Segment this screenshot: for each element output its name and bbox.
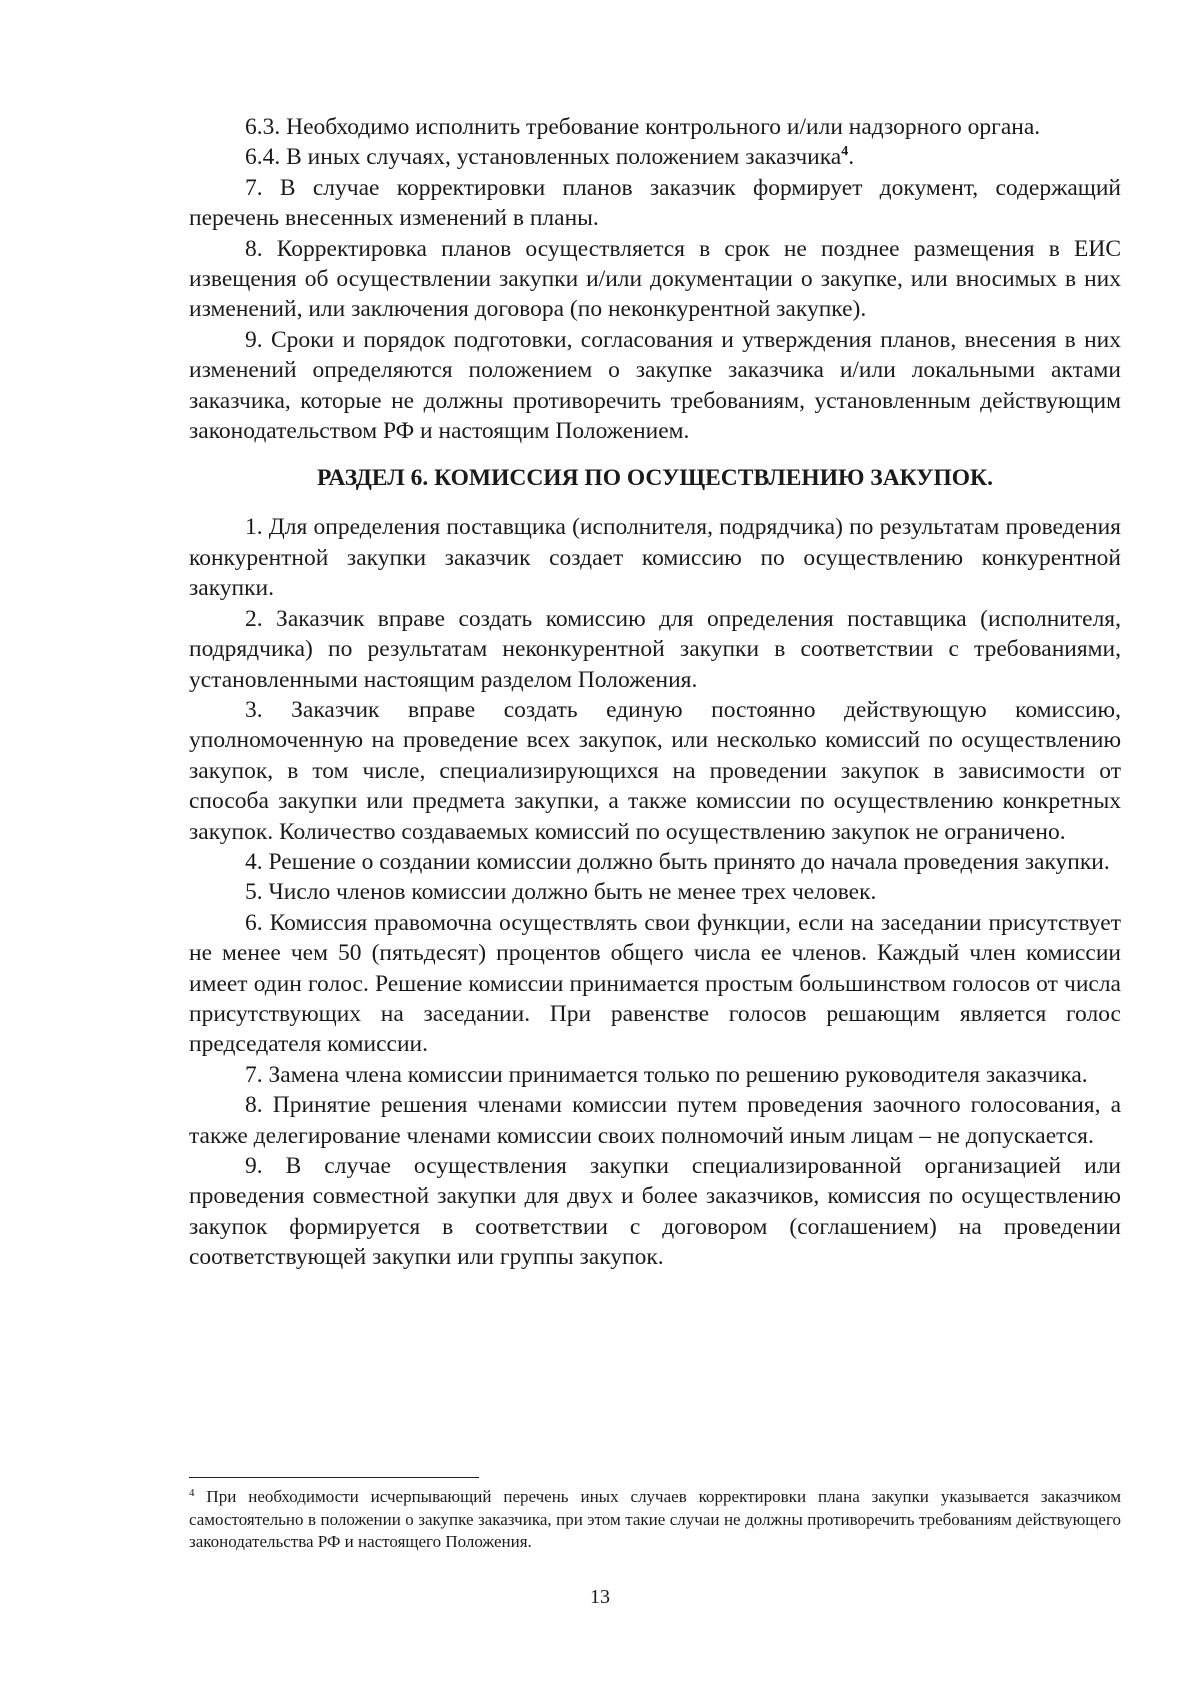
paragraph-6-4	[189, 142, 1121, 172]
section-paragraph: 4. Решение о создании комиссии должно быть принято до начала проведения закупки.	[245, 848, 1110, 875]
section-paragraph: 1. Для определения поставщика (исполнителя, подрядчика) по результатам проведения конкурентной закупки заказчик создает комиссию по осуществлению конкурентной закупки.	[189, 514, 1121, 602]
footnote	[189, 1486, 1121, 1554]
footnote-reference[interactable]: 4	[841, 144, 849, 160]
footnote-separator	[189, 1477, 479, 1478]
section-paragraph: 3. Заказчик вправе создать единую постоянно действующую комиссию, уполномоченную на проведение всех закупок, или несколько комиссий по осуществлению закупок, в том числе, специализирующихся на проведении закупок в зависимости от способа закупки или предмета закупки, а также комиссии по осуществлению конкретных закупок. Количество создаваемых комиссий по осуществлению закупок не ограничено.	[189, 696, 1121, 845]
section-paragraph: 9. В случае осуществления закупки специализированной организацией или проведения совместной закупки для двух и более заказчиков, комиссия по осуществлению закупок формируется в соответствии с договором (соглашением) на проведении соответствующей закупки или группы закупок.	[189, 1153, 1121, 1271]
paragraph-6-4-end: .	[848, 144, 855, 171]
paragraph-6-3: 6.3. Необходимо исполнить требование контрольного и/или надзорного органа.	[245, 114, 1041, 140]
paragraph-9: 9. Сроки и порядок подготовки, согласования и утверждения планов, внесения в них изменений определяются положением о закупке заказчика и/или локальными актами заказчика, которые не должны противоречить требованиям, установленным действующим законодательством РФ и настоящим Положением.	[189, 326, 1121, 445]
footnote-text: При необходимости исчерпывающий перечень иных случаев корректировки плана закупки указывается заказчиком самостоятельно в положении о закупке заказчика, при этом такие случаи не должны противоречить требованиям действующего законодательства РФ и настоящего Положения.	[189, 1487, 1121, 1552]
paragraph-8: 8. Корректировка планов осуществляется в срок не позднее размещения в ЕИС извещения об осуществлении закупки и/или документации о закупке, или вносимых в них изменений, или заключения договора (по неконкурентной закупке).	[189, 235, 1121, 323]
document-page	[189, 112, 1121, 1273]
section-paragraph: 2. Заказчик вправе создать комиссию для определения поставщика (исполнителя, подрядчика) по результатам неконкурентной закупки в соответствии с требованиями, установленными настоящим разделом Положения.	[189, 605, 1121, 693]
page-number: 13	[590, 1586, 610, 1608]
section-paragraph: 6. Комиссия правомочна осуществлять свои функции, если на заседании присутствует не менее чем 50 (пятьдесят) процентов общего числа ее членов. Каждый член комиссии имеет один голос. Решение комиссии принимается простым большинством голосов от числа присутствующих на заседании. При равенстве голосов решающим является голос председателя комиссии.	[189, 909, 1121, 1058]
paragraph-6-4-text: 6.4. В иных случаях, установленных положением заказчика	[245, 144, 842, 171]
section-paragraph: 7. Замена члена комиссии принимается только по решению руководителя заказчика.	[245, 1061, 1088, 1088]
paragraph-7: 7. В случае корректировки планов заказчик формирует документ, содержащий перечень внесенных изменений в планы.	[189, 174, 1121, 232]
section-paragraph: 5. Число членов комиссии должно быть не менее трех человек.	[245, 879, 877, 906]
section-paragraph: 8. Принятие решения членами комиссии путем проведения заочного голосования, а также делегирование членами комиссии своих полномочий иным лицам – не допускается.	[189, 1092, 1121, 1149]
section-heading: РАЗДЕЛ 6. КОМИССИЯ ПО ОСУЩЕСТВЛЕНИЮ ЗАКУПОК.	[317, 465, 993, 492]
footnote-marker: 4	[189, 1487, 195, 1499]
